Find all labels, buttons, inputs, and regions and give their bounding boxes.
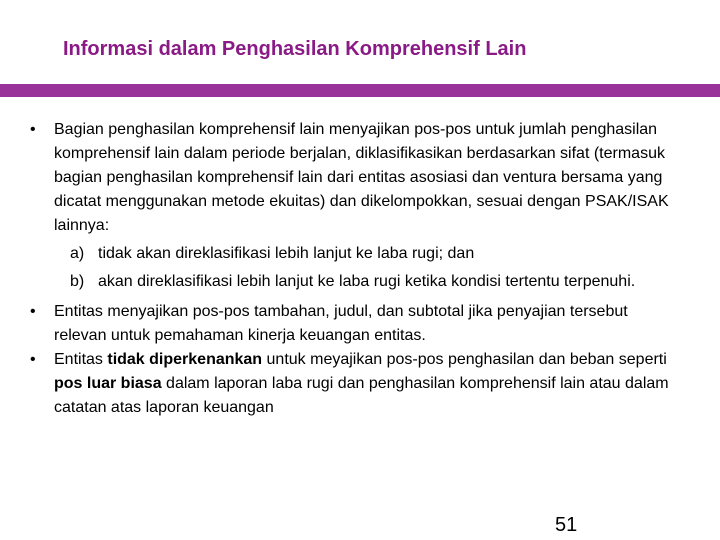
text-run: dalam laporan laba rugi dan penghasilan komprehensif lain atau dalam catatan atas laporan keuangan [54,375,669,416]
bullet-text [54,348,680,420]
slide-content [30,118,680,420]
bullet-item [30,348,680,420]
page-number: 51 [555,514,578,536]
title-divider-bar [0,84,720,97]
sub-item-marker: b) [70,273,85,290]
sub-item-marker: a) [70,245,85,262]
bullet-icon: • [30,121,36,138]
sub-item-text: akan direklasifikasi lebih lanjut ke laba rugi ketika kondisi tertentu terpenuhi. [98,273,636,290]
slide-title: Informasi dalam Penghasilan Komprehensif Lain [63,38,527,60]
bullet-text: Bagian penghasilan komprehensif lain menyajikan pos-pos untuk jumlah penghasilan komprehensif lain dalam periode berjalan, diklasifikasikan berdasarkan sifat (termasuk bagian penghasilan komprehensif lain dari entitas asosiasi dan ventura bersama yang dicatat menggunakan metode ekuitas) dan dikelompokkan, sesuai dengan PSAK/ISAK lainnya: [54,121,669,234]
bullet-icon: • [30,351,36,368]
bullet-icon: • [30,303,36,320]
bullet-item [30,300,680,348]
sub-list-item [30,270,680,294]
bullet-text: Entitas menyajikan pos-pos tambahan, judul, dan subtotal jika penyajian tersebut relevan untuk pemahaman kinerja keuangan entitas. [54,303,628,344]
text-run: untuk meyajikan pos-pos penghasilan dan beban seperti [262,351,667,368]
text-run: Entitas [54,351,108,368]
bullet-item [30,118,680,238]
emphasized-text: pos luar biasa [54,375,162,392]
sub-item-text: tidak akan direklasifikasi lebih lanjut ke laba rugi; dan [98,245,475,262]
sub-list-item [30,242,680,266]
emphasized-text: tidak diperkenankan [107,351,263,368]
